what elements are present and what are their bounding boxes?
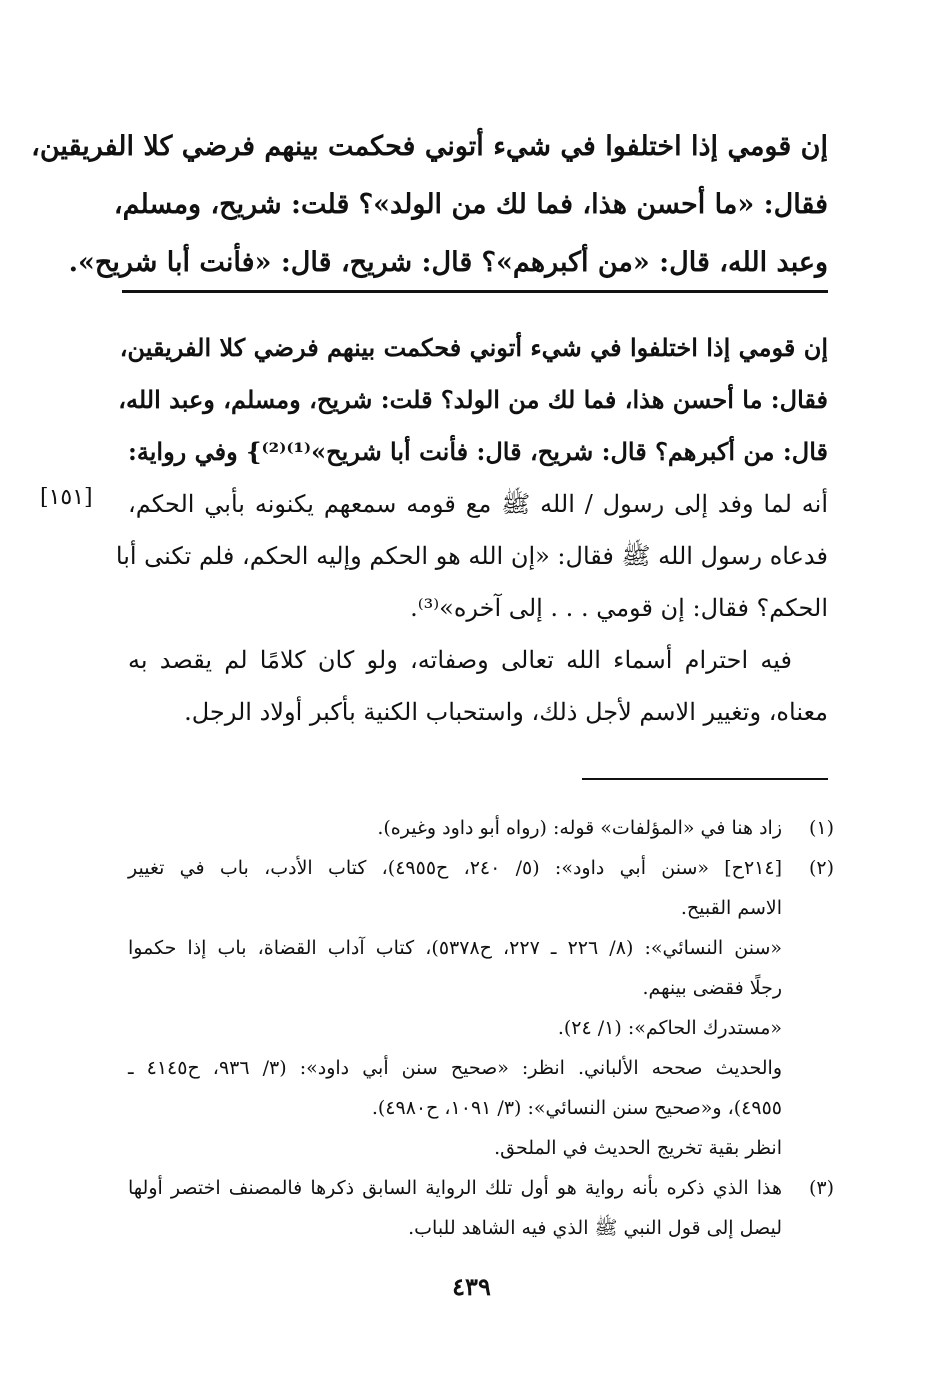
- body-line: أنه لما وفد إلى رسول / الله ﷺ مع قومه سمعهم يكنونه بأبي الحكم،: [128, 490, 828, 518]
- quoted-matn-block: [31, 118, 828, 292]
- footnote-number: (١): [808, 817, 834, 839]
- footnote-line: «مستدرك الحاكم»: (١/ ٢٤).: [557, 1017, 782, 1039]
- quote-line: وعبد الله، قال: «من أكبرهم»؟ قال: شريح، قال: «فأنت أبا شريح».: [68, 247, 828, 278]
- footnote-line: ليصل إلى قول النبي ﷺ الذي فيه الشاهد للباب.: [408, 1217, 782, 1239]
- body-line: إن قومي إذا اختلفوا في شيء أتوني فحكمت بينهم فرضي كلا الفريقين،: [119, 333, 828, 362]
- footnote-number: (٣): [808, 1177, 834, 1199]
- quote-line: إن قومي إذا اختلفوا في شيء أتوني فحكمت بينهم فرضي كلا الفريقين،: [31, 131, 828, 162]
- footnote-1: [128, 808, 834, 848]
- footnote-line: رجلًا فقضى بينهم.: [642, 977, 782, 999]
- page-number: ٤٣٩: [452, 1272, 491, 1301]
- footnote-line: ٤٩٥٥)، و«صحيح سنن النسائي»: (٣/ ١٠٩١، ح٤٩٨٠).: [371, 1097, 782, 1119]
- manuscript-page-marker: [١٥١]: [40, 485, 93, 510]
- footnote-line: هذا الذي ذكره بأنه رواية هو أول تلك الرواية السابق ذكرها فالمصنف اختصر أولها: [128, 1177, 782, 1199]
- quote-line: فقال: «ما أحسن هذا، فما لك من الولد»؟ قلت: شريح، ومسلم،: [113, 189, 828, 220]
- body-line: قال: من أكبرهم؟ قال: شريح، قال: فأنت أبا شريح»⁽¹⁾⁽²⁾} وفي رواية:: [128, 437, 828, 466]
- footnote-line: الاسم القبيح.: [680, 897, 782, 919]
- footnote-separator: [582, 778, 828, 780]
- body-line: الحكم؟ فقال: إن قومي . . . إلى آخره»⁽³⁾.: [410, 594, 828, 622]
- body-line: فدعاه رسول الله ﷺ فقال: «إن الله هو الحكم وإليه الحكم، فلم تكنى أبا: [115, 542, 828, 570]
- commentary-body: [115, 322, 828, 738]
- footnote-number: (٢): [808, 857, 834, 879]
- footnote-line: انظر بقية تخريج الحديث في الملحق.: [494, 1137, 782, 1159]
- footnote-line: والحديث صححه الألباني. انظر: «صحيح سنن أبي داود»: (٣/ ٩٣٦، ح٤١٤٥ ـ: [128, 1057, 783, 1079]
- footnote-2: [128, 848, 834, 1168]
- body-line: معناه، وتغيير الاسم لأجل ذلك، واستحباب الكنية بأكبر أولاد الرجل.: [184, 698, 828, 726]
- footnote-line: «سنن النسائي»: (٨/ ٢٢٦ ـ ٢٢٧، ح٥٣٧٨)، كتاب آداب القضاة، باب إذا حكموا: [128, 937, 782, 959]
- footnote-3: [128, 1168, 834, 1248]
- footnote-line: [٢١٤ح] «سنن أبي داود»: (٥/ ٢٤٠، ح٤٩٥٥)، كتاب الأدب، باب في تغيير: [128, 857, 782, 879]
- footnotes: [128, 808, 834, 1248]
- body-line: فيه احترام أسماء الله تعالى وصفاته، ولو كان كلامًا لم يقصد به: [128, 646, 792, 674]
- footnote-line: زاد هنا في «المؤلفات» قوله: (رواه أبو داود وغيره).: [377, 817, 782, 839]
- separator-rule: [122, 290, 828, 293]
- body-line: فقال: ما أحسن هذا، فما لك من الولد؟ قلت: شريح، ومسلم، وعبد الله،: [118, 385, 828, 414]
